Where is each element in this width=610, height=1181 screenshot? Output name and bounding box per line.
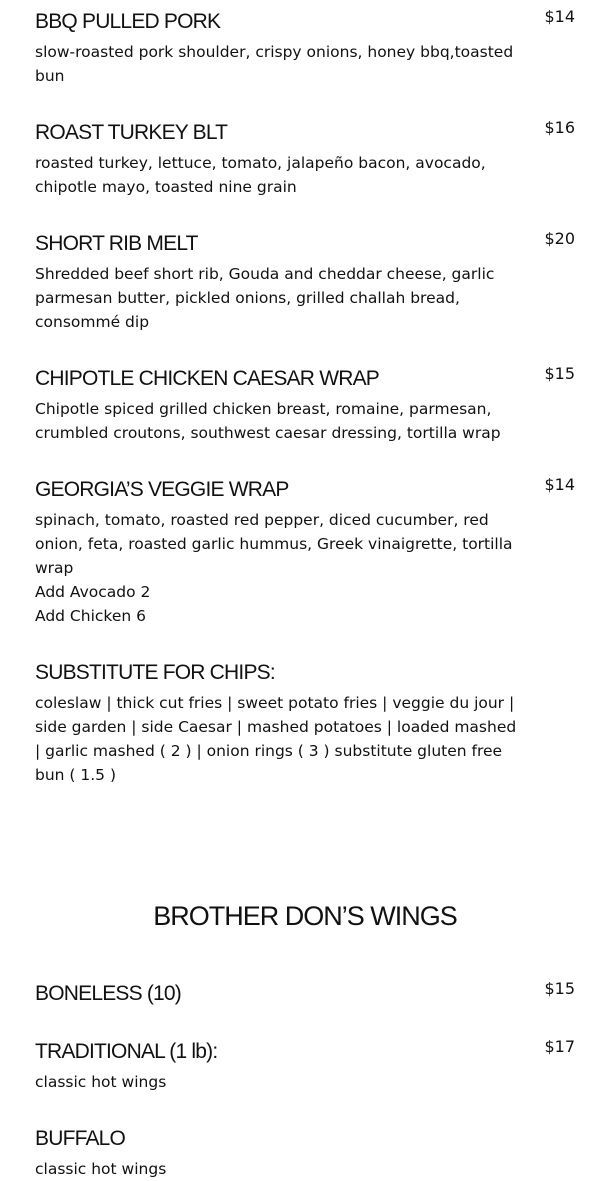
desc-line: coleslaw | thick cut fries | sweet potato fries | veggie du jour |: [35, 694, 515, 712]
desc-line: wrap: [35, 559, 74, 577]
item-price: $15: [544, 364, 575, 383]
item-name: BUFFALO: [35, 1127, 126, 1150]
item-price: $17: [544, 1037, 575, 1056]
desc-line: classic hot wings: [35, 1073, 167, 1091]
item-description: [35, 40, 525, 88]
item-price: $15: [544, 979, 575, 998]
desc-line: slow-roasted pork shoulder, crispy onions, honey bbq,toasted: [35, 43, 514, 61]
item-description: [35, 1157, 525, 1181]
desc-line: side garden | side Caesar | mashed potatoes | loaded mashed: [35, 718, 517, 736]
item-description: [35, 262, 525, 334]
item-name: SHORT RIB MELT: [35, 232, 198, 255]
item-price: $14: [544, 475, 575, 494]
item-price: $16: [544, 118, 575, 137]
item-name: BONELESS (10): [35, 982, 181, 1005]
item-name: ROAST TURKEY BLT: [35, 121, 228, 144]
item-description: [35, 397, 525, 445]
desc-line: bun ( 1.5 ): [35, 766, 117, 784]
item-description: [35, 1070, 525, 1094]
desc-line: | garlic mashed ( 2 ) | onion rings ( 3 ) substitute gluten free: [35, 742, 503, 760]
desc-line: spinach, tomato, roasted red pepper, diced cucumber, red: [35, 511, 489, 529]
desc-line: consommé dip: [35, 313, 150, 331]
desc-line: chipotle mayo, toasted nine grain: [35, 178, 297, 196]
desc-line: roasted turkey, lettuce, tomato, jalapeño bacon, avocado,: [35, 154, 486, 172]
desc-line: Add Chicken 6: [35, 607, 146, 625]
item-description: [35, 691, 525, 787]
item-name: SUBSTITUTE FOR CHIPS:: [35, 661, 275, 684]
item-description: [35, 151, 525, 199]
item-price: $14: [544, 7, 575, 26]
desc-line: Chipotle spiced grilled chicken breast, romaine, parmesan,: [35, 400, 492, 418]
item-name: GEORGIA’S VEGGIE WRAP: [35, 478, 289, 501]
desc-line: crumbled croutons, southwest caesar dressing, tortilla wrap: [35, 424, 501, 442]
item-name: BBQ PULLED PORK: [35, 10, 221, 33]
desc-line: Add Avocado 2: [35, 583, 151, 601]
desc-line: onion, feta, roasted garlic hummus, Greek vinaigrette, tortilla: [35, 535, 513, 553]
section-heading-wings: BROTHER DON’S WINGS: [153, 901, 457, 931]
desc-line: Shredded beef short rib, Gouda and cheddar cheese, garlic: [35, 265, 495, 283]
item-name: CHIPOTLE CHICKEN CAESAR WRAP: [35, 367, 379, 390]
desc-line: parmesan butter, pickled onions, grilled challah bread,: [35, 289, 460, 307]
item-description: [35, 508, 525, 628]
item-name: TRADITIONAL (1 lb):: [35, 1040, 218, 1063]
desc-line: classic hot wings: [35, 1160, 167, 1178]
desc-line: bun: [35, 67, 65, 85]
item-price: $20: [544, 229, 575, 248]
